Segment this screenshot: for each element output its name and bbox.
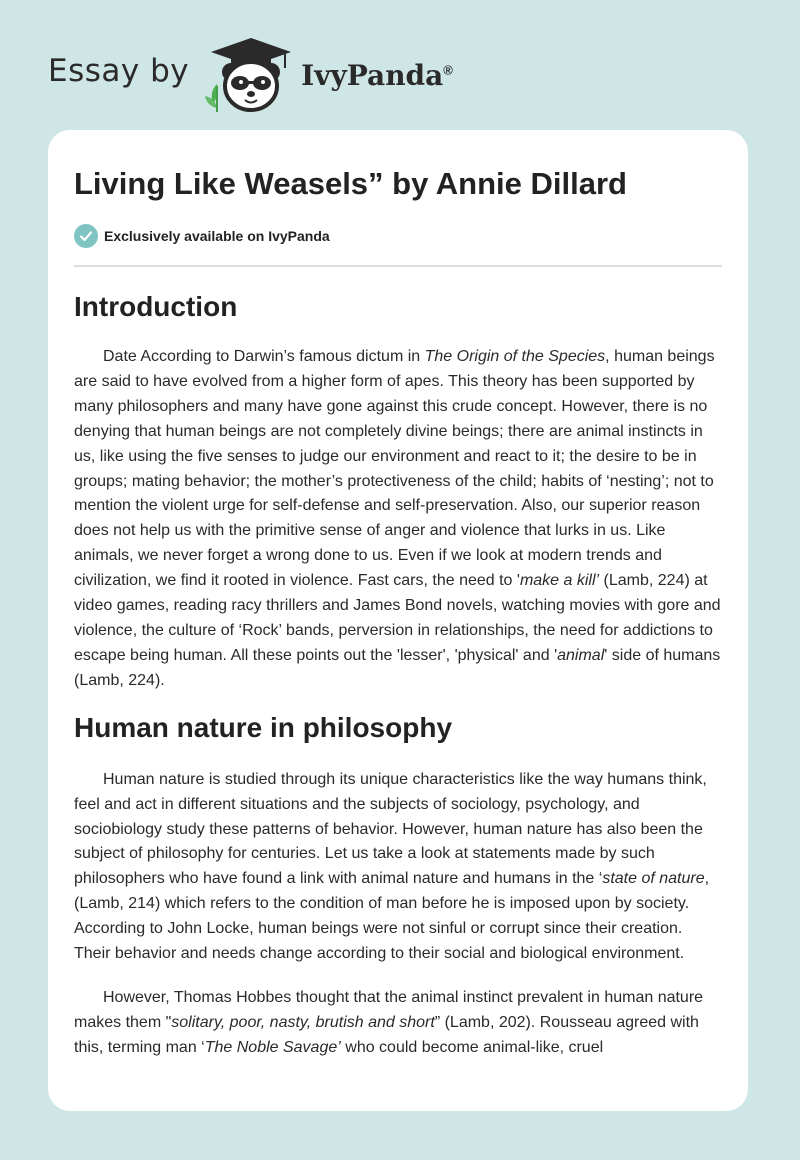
exclusive-label: Exclusively available on IvyPanda <box>104 228 330 244</box>
brand-header[interactable] <box>48 34 453 114</box>
brand-name: IvyPanda® <box>301 58 453 92</box>
divider <box>74 265 722 267</box>
essay-by-label: Essay by <box>48 53 190 89</box>
paragraph: Human nature is studied through its unique characteristics like the way humans think, feel and act in different situations and the subjects of sociology, psychology, and sociobiology study these patterns of behavior. However, human nature has also been the subject of philosophy for centuries. Let us take a look at statements made by such philosophers who have found a link with animal nature and humans in the ‘state of nature, (Lamb, 214) which refers to the condition of man before he is imposed upon by society. According to John Locke, human beings were not sinful or corrupt since their creation. Their behavior and needs change according to their social and biological environment. <box>74 770 710 963</box>
article-title: Living Like Weasels” by Annie Dillard <box>74 166 627 201</box>
article-card <box>48 130 748 1111</box>
registered-mark: ® <box>443 62 453 78</box>
paragraph: Date According to Darwin’s famous dictum in The Origin of the Species, human beings are said to have evolved from a higher form of apes. This theory has been supported by many philosophers and many have gone against this crude concept. However, there is no denying that human beings are not completely divine beings; there are animal instincts in us, like using the five senses to judge our environment and react to it; the desire to be in groups; mating behavior; the mother’s protectiveness of the child; habits of ‘nesting’; not to mention the violent urge for self-defense and self-preservation. Also, our superior reason does not help us with the primitive sense of anger and violence that lurks in us. Like animals, we never forget a wrong done to us. Even if we look at modern trends and civilization, we find it rooted in violence. Fast cars, the need to 'make a kill’ (Lamb, 224) at video games, reading racy thrillers and James Bond novels, watching movies with gore and violence, the culture of ‘Rock’ bands, perversion in relationships, the need for addictions to escape being human. All these points out the 'lesser', 'physical' and 'animal' side of humans (Lamb, 224). <box>74 348 721 689</box>
paragraph: However, Thomas Hobbes thought that the animal instinct prevalent in human nature makes them "solitary, poor, nasty, brutish and short” (Lamb, 202). Rousseau agreed with this, terming man ‘The Noble Savage’ who could become animal-like, cruel <box>74 988 704 1056</box>
section-heading: Human nature in philosophy <box>74 711 453 743</box>
check-icon <box>74 224 98 248</box>
panda-graduate-icon <box>205 34 297 114</box>
section-heading: Introduction <box>74 291 238 322</box>
exclusive-badge <box>74 222 722 250</box>
